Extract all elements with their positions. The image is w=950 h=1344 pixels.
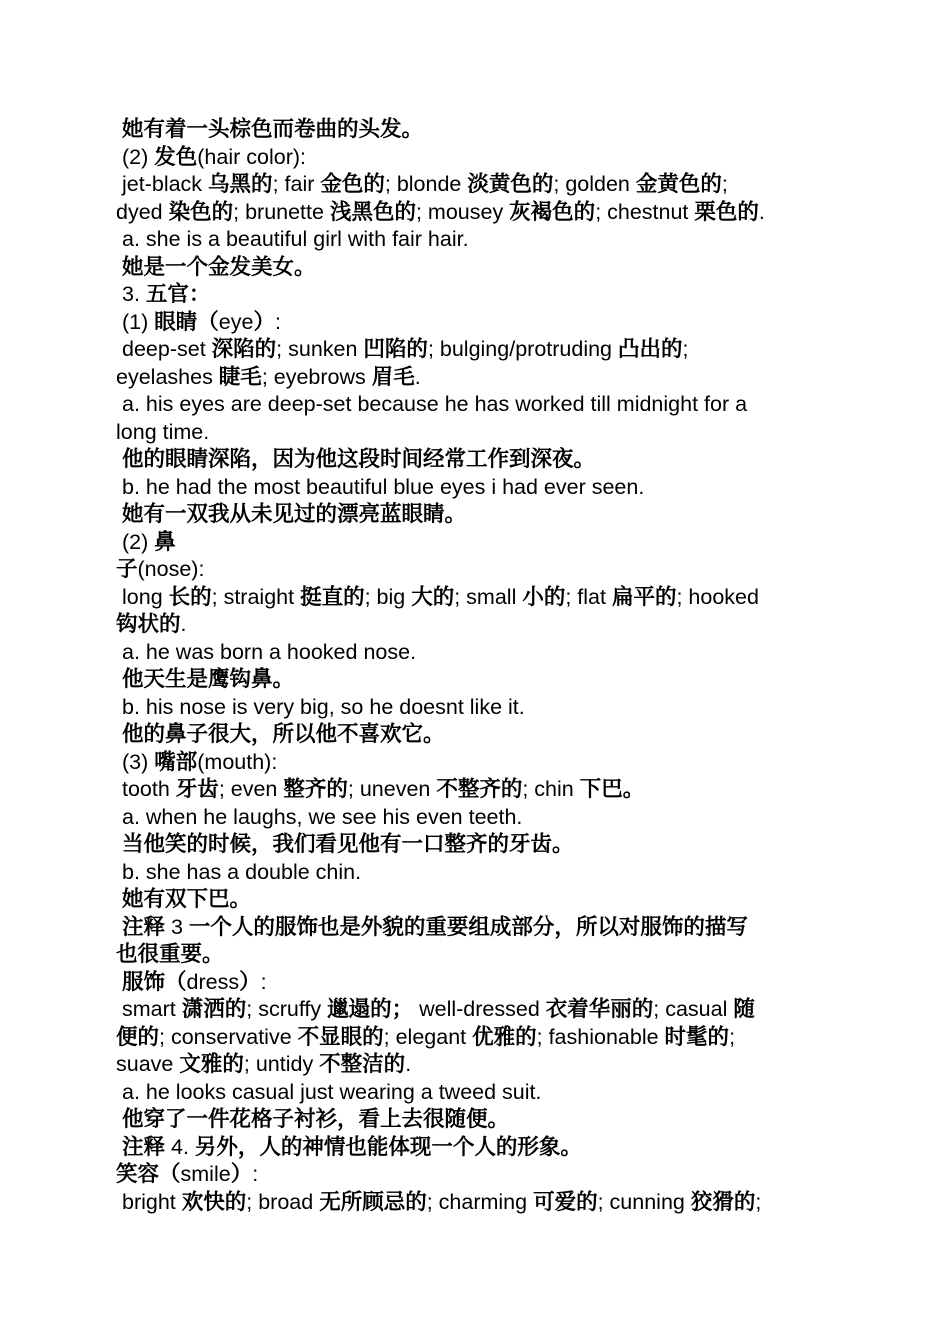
- text-line: [116, 254, 862, 282]
- bold-text-segment: 眉毛: [371, 364, 415, 389]
- text-segment: ; even: [218, 777, 284, 801]
- bold-text-segment: 深陷的: [211, 337, 277, 361]
- text-segment: ; casual: [653, 997, 734, 1021]
- bold-text-segment: 嘴部: [154, 749, 198, 774]
- bold-text-segment: 随: [733, 997, 755, 1021]
- text-line: [116, 584, 862, 612]
- bold-text-segment: 她有一双我从未见过的漂亮蓝眼睛。: [122, 502, 467, 526]
- bold-text-segment: 狡猾的: [690, 1189, 756, 1214]
- text-line: [116, 694, 862, 722]
- text-segment: b. his nose is very big, so he doesnt like it.: [122, 694, 525, 719]
- text-line: [116, 914, 862, 942]
- text-segment: a. she is a beautiful girl with fair hair.: [122, 227, 469, 251]
- bold-text-segment: 淡黄色的: [467, 172, 554, 196]
- bold-text-segment: 注释: [122, 1134, 166, 1159]
- bold-text-segment: ）: [253, 309, 275, 334]
- text-line: [116, 1024, 856, 1052]
- bold-text-segment: 不显眼的: [297, 1024, 384, 1049]
- text-line: [116, 474, 862, 502]
- text-segment: ;: [682, 337, 689, 361]
- bold-text-segment: 文雅的: [179, 1052, 244, 1076]
- text-segment: ; cunning: [597, 1189, 691, 1214]
- bold-text-segment: 另外，人的神情也能体现一个人的形象。: [194, 1134, 582, 1159]
- text-segment: ;: [755, 1189, 762, 1214]
- bold-text-segment: 眼睛（: [154, 309, 219, 334]
- text-segment: ; uneven: [347, 777, 437, 801]
- bold-text-segment: 笑容（: [116, 1162, 181, 1186]
- text-segment: well-dressed: [413, 997, 546, 1021]
- text-segment: dyed: [116, 199, 169, 224]
- text-line: [116, 804, 862, 832]
- bold-text-segment: 牙齿: [175, 777, 219, 801]
- text-segment: ; bulging/protruding: [427, 337, 618, 361]
- bold-text-segment: 服饰（: [122, 969, 187, 994]
- text-segment: ; big: [364, 584, 412, 609]
- text-line: [116, 886, 862, 914]
- document-page: [0, 116, 950, 1216]
- text-segment: ;: [729, 1024, 736, 1049]
- bold-text-segment: 可爱的: [533, 1189, 598, 1214]
- text-segment: suave: [116, 1052, 180, 1076]
- bold-text-segment: 便的: [116, 1024, 160, 1049]
- bold-text-segment: 浅黑色的: [329, 199, 416, 224]
- text-segment: .: [180, 612, 187, 636]
- bold-text-segment: 衣着华丽的: [545, 997, 654, 1021]
- text-segment: ; scruffy: [246, 997, 328, 1021]
- text-line: [116, 776, 862, 804]
- text-line: [116, 1189, 862, 1217]
- text-line: [116, 1106, 862, 1134]
- text-line: [116, 721, 862, 749]
- text-segment: ; sunken: [276, 337, 364, 361]
- bold-text-segment: 一个人的服饰也是外貌的重要组成部分，所以对服饰的描写: [188, 914, 748, 939]
- text-segment: ; blonde: [384, 172, 468, 196]
- text-segment: ; broad: [246, 1189, 320, 1214]
- text-line: [116, 969, 862, 997]
- text-segment: :: [252, 1162, 259, 1186]
- text-segment: ; chin: [522, 777, 580, 801]
- text-segment: dress: [186, 969, 240, 994]
- text-segment: a. his eyes are deep-set because he has worked till midnight for a: [122, 392, 748, 416]
- bold-text-segment: 凸出的: [617, 337, 683, 361]
- text-segment: b. she has a double chin.: [122, 859, 362, 884]
- text-segment: 4.: [165, 1134, 195, 1159]
- bold-text-segment: 扁平的: [611, 584, 677, 609]
- bold-text-segment: 钩状的: [116, 612, 181, 636]
- text-segment: a. when he laughs, we see his even teeth.: [122, 804, 523, 829]
- text-line: [116, 116, 862, 144]
- text-line: [116, 1134, 862, 1162]
- bold-text-segment: 睫毛: [218, 364, 262, 389]
- bold-text-segment: ）: [230, 1162, 253, 1186]
- text-line: [116, 749, 862, 777]
- bold-text-segment: 五官：: [145, 282, 211, 306]
- bold-text-segment: 她有双下巴。: [122, 887, 252, 911]
- bold-text-segment: 挺直的: [300, 584, 365, 609]
- bold-text-segment: 大的: [411, 584, 455, 609]
- text-segment: ; straight: [211, 584, 301, 609]
- text-segment: (mouth):: [197, 749, 278, 774]
- text-segment: long time.: [116, 419, 210, 444]
- text-segment: ; golden: [553, 172, 636, 196]
- text-line: [116, 639, 862, 667]
- text-segment: ; hooked: [676, 584, 759, 609]
- text-segment: (hair color):: [197, 144, 306, 169]
- bold-text-segment: 整齐的: [283, 777, 348, 801]
- bold-text-segment: 邋遢的；: [327, 997, 414, 1021]
- text-segment: long: [122, 584, 169, 609]
- bold-text-segment: 他的鼻子很大，所以他不喜欢它。: [122, 722, 445, 746]
- text-segment: ; eyebrows: [261, 364, 372, 389]
- text-line: [116, 391, 862, 419]
- bold-text-segment: 他的眼睛深陷，因为他这段时间经常工作到深夜。: [122, 447, 596, 471]
- text-segment: deep-set: [122, 337, 212, 361]
- text-segment: ;: [721, 172, 728, 196]
- text-line: [116, 859, 862, 887]
- text-line: [116, 1161, 856, 1189]
- bold-text-segment: 当他笑的时候，我们看见他有一口整齐的牙齿。: [122, 832, 574, 856]
- text-segment: ; elegant: [383, 1024, 473, 1049]
- bold-text-segment: 凹陷的: [363, 337, 428, 361]
- text-segment: tooth: [122, 777, 176, 801]
- bold-text-segment: 子: [116, 557, 138, 581]
- bold-text-segment: ）: [239, 969, 261, 994]
- text-segment: smile: [180, 1162, 231, 1186]
- bold-text-segment: 不整洁的: [319, 1052, 406, 1076]
- bold-text-segment: 栗色的: [694, 199, 759, 224]
- text-segment: ; conservative: [159, 1024, 298, 1049]
- text-segment: eyelashes: [116, 364, 219, 389]
- text-segment: :: [274, 309, 281, 334]
- text-line: [116, 831, 862, 859]
- text-line: [116, 446, 862, 474]
- text-segment: ; small: [454, 584, 523, 609]
- text-line: [116, 941, 856, 969]
- text-segment: (2): [122, 529, 155, 554]
- bold-text-segment: 金黄色的: [635, 172, 722, 196]
- text-line: [116, 556, 856, 584]
- bold-text-segment: 也很重要。: [116, 942, 224, 966]
- text-segment: ; brunette: [233, 199, 330, 224]
- bold-text-segment: 长的: [168, 584, 212, 609]
- text-line: [116, 199, 856, 227]
- text-segment: bright: [122, 1189, 182, 1214]
- text-segment: ; fashionable: [536, 1024, 665, 1049]
- text-line: [116, 309, 862, 337]
- bold-text-segment: 她是一个金发美女。: [122, 254, 316, 279]
- bold-text-segment: 乌黑的: [208, 172, 273, 196]
- text-segment: .: [414, 364, 421, 389]
- bold-text-segment: 金色的: [320, 172, 385, 196]
- bold-text-segment: 小的: [522, 584, 566, 609]
- text-segment: 3: [165, 914, 189, 939]
- text-line: [116, 364, 856, 392]
- bold-text-segment: 欢快的: [181, 1189, 247, 1214]
- text-line: [116, 501, 862, 529]
- text-segment: (2): [122, 144, 155, 169]
- text-segment: .: [758, 199, 765, 224]
- bold-text-segment: 他穿了一件花格子衬衫，看上去很随便。: [122, 1107, 510, 1131]
- bold-text-segment: 他天生是鹰钩鼻。: [122, 667, 295, 691]
- bold-text-segment: 灰褐色的: [509, 199, 596, 224]
- text-segment: 3.: [122, 282, 146, 306]
- text-line: [116, 529, 862, 557]
- text-line: [116, 1079, 862, 1107]
- bold-text-segment: 时髦的: [664, 1024, 730, 1049]
- text-line: [116, 226, 862, 254]
- text-line: [116, 281, 862, 309]
- text-segment: ; chestnut: [595, 199, 695, 224]
- text-line: [116, 171, 862, 199]
- text-line: [116, 144, 862, 172]
- text-segment: (1): [122, 309, 155, 334]
- text-line: [116, 996, 862, 1024]
- text-segment: ; flat: [565, 584, 612, 609]
- text-segment: ; mousey: [415, 199, 510, 224]
- text-segment: b. he had the most beautiful blue eyes i had ever seen.: [122, 474, 645, 499]
- text-segment: .: [405, 1052, 412, 1076]
- text-segment: eye: [218, 309, 254, 334]
- text-segment: (nose):: [137, 557, 205, 581]
- text-segment: ; charming: [426, 1189, 534, 1214]
- text-line: [116, 611, 856, 639]
- bold-text-segment: 无所顾忌的: [319, 1189, 427, 1214]
- bold-text-segment: 鼻: [154, 529, 176, 554]
- bold-text-segment: 不整齐的: [436, 777, 523, 801]
- text-segment: a. he was born a hooked nose.: [122, 639, 417, 664]
- text-segment: a. he looks casual just wearing a tweed suit.: [122, 1079, 542, 1104]
- text-segment: ; untidy: [243, 1052, 320, 1076]
- text-segment: ; fair: [272, 172, 321, 196]
- text-line: [116, 666, 862, 694]
- text-segment: smart: [122, 997, 182, 1021]
- bold-text-segment: 下巴。: [579, 777, 645, 801]
- text-line: [116, 336, 862, 364]
- bold-text-segment: 注释: [122, 914, 166, 939]
- bold-text-segment: 优雅的: [472, 1024, 537, 1049]
- text-segment: jet-black: [122, 172, 209, 196]
- text-segment: (3): [122, 749, 155, 774]
- text-line: [116, 1051, 856, 1079]
- bold-text-segment: 她有着一头棕色而卷曲的头发。: [122, 117, 424, 141]
- text-line: [116, 419, 856, 447]
- bold-text-segment: 染色的: [168, 199, 234, 224]
- bold-text-segment: 发色: [154, 144, 198, 169]
- text-segment: :: [260, 969, 267, 994]
- bold-text-segment: 潇洒的: [181, 997, 247, 1021]
